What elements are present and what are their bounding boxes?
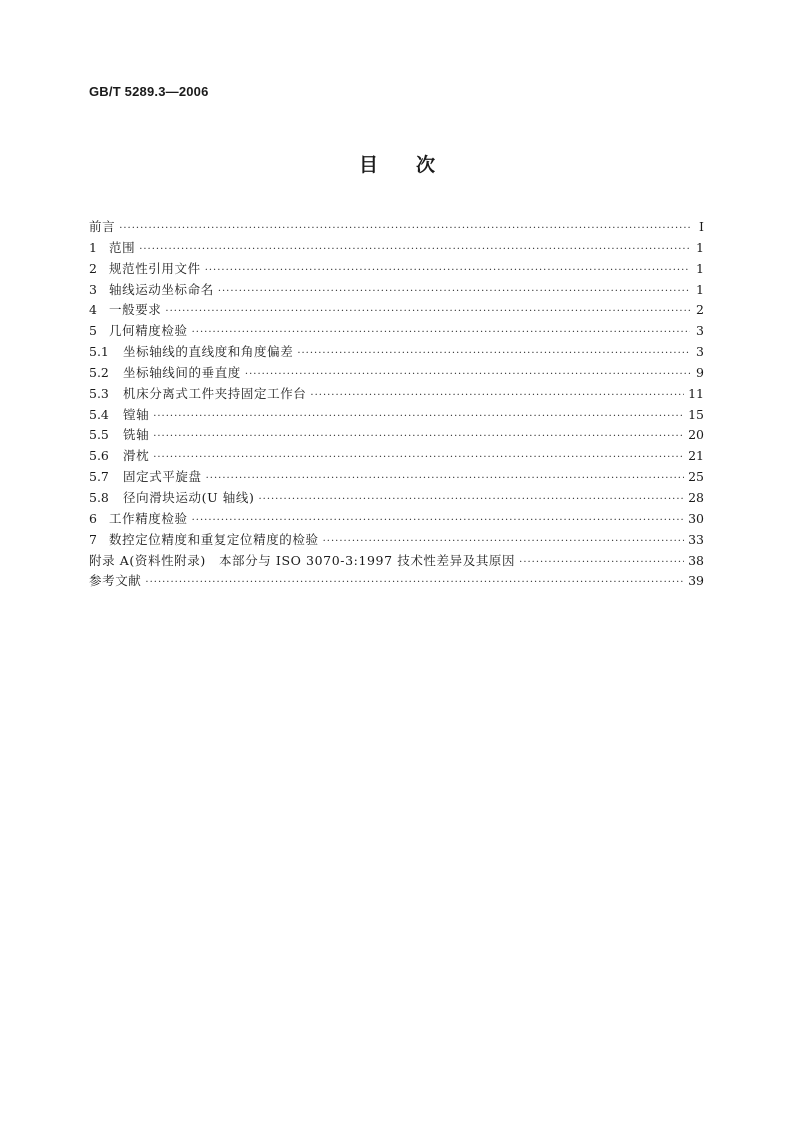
toc-section-number: 5.8 (89, 489, 109, 505)
toc-page-number: 20 (688, 427, 704, 443)
toc-entry-5-2[interactable] (89, 363, 704, 384)
toc-entry-5-6[interactable] (89, 446, 704, 467)
toc-page-number: 15 (688, 406, 704, 422)
dot-leader (297, 348, 690, 359)
toc-entry-5-5[interactable] (89, 425, 704, 446)
toc-page-number: 3 (696, 323, 704, 339)
toc-section-number: 6 (89, 510, 97, 526)
toc-page-number: 39 (688, 573, 704, 589)
dot-leader (153, 452, 684, 463)
toc-label: 径向滑块运动(U 轴线) (123, 489, 255, 505)
toc-entry-1[interactable] (89, 238, 704, 259)
toc-page-number: 25 (688, 469, 704, 485)
toc-label: 坐标轴线的直线度和角度偏差 (123, 344, 294, 360)
toc-page-number: 21 (688, 448, 704, 464)
page-title: 目次 (358, 154, 473, 176)
toc-entry-3[interactable] (89, 280, 704, 301)
toc-label: 机床分离式工件夹持固定工作台 (123, 385, 307, 401)
toc-section-number: 4 (89, 302, 97, 318)
toc-page-number: 28 (688, 489, 704, 505)
toc-section-number: 5.4 (89, 406, 109, 422)
dot-leader (205, 265, 690, 276)
dot-leader (192, 515, 684, 526)
toc-entry-7[interactable] (89, 530, 704, 551)
dot-leader (192, 327, 690, 338)
toc-entry-5-8[interactable] (89, 488, 704, 509)
toc-label: 范围 (109, 239, 136, 255)
toc-entry-5[interactable] (89, 321, 704, 342)
toc-label: 数控定位精度和重复定位精度的检验 (109, 531, 319, 547)
toc-section-number: 3 (89, 281, 97, 297)
toc-section-number: 5.7 (89, 469, 109, 485)
dot-leader (165, 306, 690, 317)
toc-page-number: 11 (688, 385, 704, 401)
dot-leader (119, 223, 690, 234)
dot-leader (153, 411, 684, 422)
toc-entry-5-3[interactable] (89, 384, 704, 405)
toc-page-number: 33 (688, 531, 704, 547)
dot-leader (323, 536, 684, 547)
toc-section-number: 7 (89, 531, 97, 547)
toc-label: 规范性引用文件 (109, 260, 201, 276)
dot-leader (310, 390, 684, 401)
dot-leader (145, 577, 684, 588)
table-of-contents (89, 217, 704, 592)
toc-section-number: 5.1 (89, 344, 109, 360)
toc-entry-2[interactable] (89, 259, 704, 280)
toc-page-number: 38 (688, 552, 704, 568)
toc-label: 几何精度检验 (109, 323, 188, 339)
toc-label: 铣轴 (123, 427, 150, 443)
toc-label: 镗轴 (123, 406, 150, 422)
toc-page-number: 2 (696, 302, 704, 318)
toc-section-number: 5.3 (89, 385, 109, 401)
toc-section-number: 2 (89, 260, 97, 276)
toc-label: 轴线运动坐标命名 (109, 281, 214, 297)
toc-entry-5-7[interactable] (89, 467, 704, 488)
toc-entry-appendix-a[interactable] (89, 551, 704, 572)
standard-number: GB/T 5289.3—2006 (89, 84, 209, 99)
toc-section-number: 1 (89, 239, 97, 255)
toc-entry-5-1[interactable] (89, 342, 704, 363)
dot-leader (139, 244, 690, 255)
toc-label: 前言 (89, 219, 116, 234)
toc-page-number: 3 (696, 344, 704, 360)
toc-label: 滑枕 (123, 448, 150, 464)
toc-label: 参考文献 (89, 573, 142, 589)
toc-section-number: 5 (89, 323, 97, 339)
dot-leader (258, 494, 684, 505)
toc-page-number: 1 (696, 281, 704, 297)
toc-label: 固定式平旋盘 (123, 469, 202, 485)
toc-label: 一般要求 (109, 302, 162, 318)
toc-page-number: 30 (688, 510, 704, 526)
toc-page-number: Ⅰ (699, 219, 704, 234)
toc-section-number: 5.5 (89, 427, 109, 443)
dot-leader (206, 473, 684, 484)
toc-page-number: 1 (696, 239, 704, 255)
toc-section-number: 5.2 (89, 364, 109, 380)
toc-entry-6[interactable] (89, 509, 704, 530)
toc-entry-4[interactable] (89, 300, 704, 321)
toc-page-number: 9 (696, 364, 704, 380)
dot-leader (519, 557, 684, 568)
toc-section-number: 5.6 (89, 448, 109, 464)
toc-entry-foreword[interactable] (89, 217, 704, 238)
dot-leader (245, 369, 690, 380)
toc-page-number: 1 (696, 260, 704, 276)
toc-entry-references[interactable] (89, 571, 704, 592)
toc-label: 附录 A(资料性附录) 本部分与 ISO 3070-3:1997 技术性差异及其原因 (89, 552, 516, 568)
toc-label: 工作精度检验 (109, 510, 188, 526)
toc-entry-5-4[interactable] (89, 405, 704, 426)
toc-label: 坐标轴线间的垂直度 (123, 364, 241, 380)
dot-leader (153, 431, 684, 442)
dot-leader (218, 286, 690, 297)
